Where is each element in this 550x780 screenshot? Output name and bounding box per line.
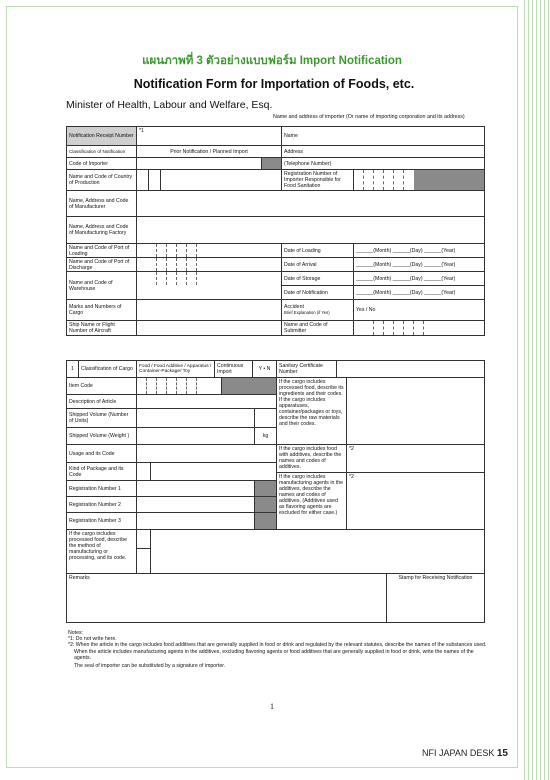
code-importer-field[interactable] bbox=[137, 158, 262, 169]
warehouse-label: Name and Code of Warehouse bbox=[67, 272, 137, 299]
shaded-cell bbox=[255, 497, 276, 512]
kind-package-label: Kind of Package and its Code bbox=[67, 463, 137, 480]
date-notification-label: Date of Notification bbox=[284, 289, 328, 296]
form-title: Notification Form for Importation of Foods, etc. bbox=[133, 77, 415, 91]
code-importer-label: Code of Importer bbox=[67, 158, 137, 169]
date-arrival-label: Date of Arrival bbox=[282, 258, 354, 271]
usage-label: Usage and its Code bbox=[67, 445, 137, 462]
description-field[interactable] bbox=[137, 395, 276, 408]
marks-label: Marks and Numbers of Cargo bbox=[67, 300, 137, 320]
note-2: *2: When the article in the cargo includes food additives that are generally supplied in food or drink and regulated by the relevant statutes, describe the names of the substances used. When the article includes manufacturing agents in the additives, excluding flavoring agents or food additives that are generally supplied in food or drink, write the names of the agents. bbox=[68, 642, 487, 661]
registration-2-label: Registration Number 2 bbox=[67, 497, 137, 512]
address-label: Address bbox=[284, 148, 304, 155]
shipped-weight-label: Shipped Volume (Weight ) bbox=[67, 428, 137, 444]
prior-notification-option[interactable]: Prior Notification / Planned Import bbox=[137, 146, 282, 157]
marks-field[interactable] bbox=[137, 300, 282, 320]
instruction-ingredients: If the cargo includes processed food, describe its ingredients and their codes. If the cargo includes apparatuses, container/packages or toys, describe the raw materials and their codes. bbox=[277, 378, 346, 445]
telephone-label: (Telephone Number) bbox=[284, 160, 332, 167]
shaded-cell bbox=[222, 378, 276, 394]
footer-label: NFI JAPAN DESK bbox=[422, 748, 495, 758]
yes-no-option[interactable]: Y • N bbox=[253, 361, 277, 377]
notification-number-field[interactable] bbox=[137, 127, 282, 145]
port-discharge-field[interactable] bbox=[137, 258, 282, 271]
registration-1-field[interactable] bbox=[137, 481, 255, 496]
submitter-field[interactable] bbox=[354, 321, 484, 335]
form-section-1 bbox=[66, 126, 485, 336]
note-1: *1: Do not write here. bbox=[68, 636, 117, 643]
footer-page-number: 15 bbox=[496, 748, 508, 759]
port-loading-label: Name and Code of Port of Loading bbox=[67, 244, 137, 257]
ship-label: Ship Name or Flight Number of Aircraft bbox=[67, 321, 137, 335]
footer bbox=[422, 748, 508, 759]
ship-field[interactable] bbox=[137, 321, 282, 335]
telephone-field[interactable] bbox=[282, 158, 484, 169]
date-loading-field[interactable]: ______(Month) ______(Day) ______(Year) bbox=[356, 247, 456, 254]
ingredients-field[interactable] bbox=[347, 378, 484, 445]
name-label: Name bbox=[284, 133, 298, 139]
importer-note: Name and address of importer (Or name of importing corporation and its address) bbox=[273, 114, 465, 120]
date-notification-field[interactable]: ______(Month) ______(Day) ______(Year) bbox=[356, 289, 456, 296]
instruction-manufacturing-agents: If the cargo includes manufacturing agents in the additives, describe the names and codes of additives. (Additives used as flavoring agents are excluded for either case.) bbox=[279, 474, 344, 516]
remarks-field[interactable] bbox=[67, 574, 387, 622]
addressee: Minister of Health, Labour and Welfare, Esq. bbox=[66, 99, 273, 111]
instruction-additives: If the cargo includes food with additives, describe the names and codes of additives. bbox=[277, 445, 346, 473]
accident-yes-no[interactable]: Yes / No bbox=[356, 307, 376, 313]
star2-mark-a: *2 bbox=[349, 446, 354, 452]
star1-mark: *1 bbox=[139, 128, 144, 134]
manufacturer-field[interactable] bbox=[137, 191, 484, 216]
item-code-label: Item Code bbox=[67, 378, 137, 394]
date-arrival-field[interactable]: ______(Month) ______(Day) ______(Year) bbox=[356, 261, 456, 268]
notes-heading: Notes: bbox=[68, 630, 83, 636]
additives-field[interactable] bbox=[347, 445, 484, 473]
processed-code-box[interactable] bbox=[137, 530, 151, 573]
notification-number-label: Notification Receipt Number bbox=[67, 127, 137, 145]
classification-cargo-label: Classification of Cargo bbox=[79, 361, 137, 377]
processed-food-label: If the cargo includes processed food, describe the method of manufacturing or processing, and its code. bbox=[67, 530, 137, 573]
description-label: Description of Article bbox=[67, 395, 137, 408]
registration-1-label: Registration Number 1 bbox=[67, 481, 137, 496]
factory-field[interactable] bbox=[137, 217, 484, 243]
shipped-weight-field[interactable] bbox=[137, 428, 255, 444]
star2-mark-b: *2 bbox=[349, 474, 354, 480]
note-3: The seal of importer can be substituted by a signature of importer. bbox=[74, 663, 226, 670]
processed-food-field[interactable] bbox=[151, 530, 484, 573]
accident-label: Accident bbox=[284, 304, 304, 310]
kg-unit: kg bbox=[262, 433, 269, 439]
food-additive-option[interactable]: Food / Food Additive / Apparatus / Container-Package/ Toy bbox=[137, 361, 215, 377]
running-header: แผนภาพที่ 3 ตัวอย่างแบบฟอร์ม Import Notification bbox=[142, 55, 402, 67]
notes bbox=[68, 630, 488, 669]
remarks-label: Remarks bbox=[69, 575, 90, 581]
date-loading-label: Date of Loading bbox=[282, 244, 354, 257]
registration-importer-field[interactable] bbox=[354, 170, 484, 190]
form-page-number: 1 bbox=[270, 702, 274, 711]
registration-importer-label: Registration Number of Importer Responsible for Food Sanitation bbox=[282, 170, 354, 190]
sanitary-certificate-label: Sanitary Certificate Number bbox=[277, 361, 337, 377]
item-code-field[interactable] bbox=[137, 378, 222, 394]
address-field[interactable] bbox=[282, 146, 484, 157]
registration-3-label: Registration Number 3 bbox=[67, 513, 137, 529]
usage-field[interactable] bbox=[137, 445, 276, 462]
brief-label: Brief Explanation (if Yes) bbox=[284, 310, 330, 315]
registration-3-field[interactable] bbox=[137, 513, 255, 529]
accident-cell bbox=[282, 300, 354, 320]
form-section-2 bbox=[66, 360, 485, 623]
port-discharge-label: Name and Code of Port of Discharge bbox=[67, 258, 137, 271]
shipped-units-field[interactable] bbox=[137, 409, 255, 427]
shaded-cell bbox=[262, 158, 282, 169]
manufacturer-label: Name, Address and Code of Manufacturer bbox=[67, 191, 137, 216]
port-loading-field[interactable] bbox=[137, 244, 282, 257]
units-code-field[interactable] bbox=[255, 409, 276, 427]
name-field[interactable] bbox=[282, 127, 484, 145]
country-label: Name and Code of Country of Production bbox=[67, 170, 137, 190]
warehouse-field[interactable] bbox=[137, 272, 282, 299]
sanitary-certificate-field[interactable] bbox=[337, 361, 484, 377]
classification-label: Classification of Notification bbox=[67, 146, 137, 157]
decorative-stripes bbox=[524, 0, 550, 780]
date-storage-label: Date of Storage bbox=[282, 272, 353, 286]
registration-2-field[interactable] bbox=[137, 497, 255, 512]
shaded-cell bbox=[255, 513, 276, 529]
shaded-cell bbox=[255, 481, 276, 496]
kind-package-field[interactable] bbox=[151, 463, 276, 480]
manufacturing-agents-field[interactable] bbox=[347, 473, 484, 529]
stamp-label: Stamp for Receiving Notification bbox=[398, 575, 473, 581]
shipped-units-label: Shipped Volume (Number of Units) bbox=[67, 409, 137, 427]
date-storage-field[interactable]: ______(Month) ______(Day) ______(Year) bbox=[354, 272, 484, 286]
stamp-field bbox=[387, 574, 484, 622]
submitter-label: Name and Code of Submitter bbox=[282, 321, 354, 335]
cargo-number: 1 bbox=[67, 361, 79, 377]
factory-label: Name, Address and Code of Manufacturing Factory bbox=[67, 217, 137, 243]
continuous-import-label: Continuous Import bbox=[215, 361, 253, 377]
kind-code-box[interactable] bbox=[137, 463, 151, 480]
country-code-field[interactable] bbox=[137, 170, 282, 190]
